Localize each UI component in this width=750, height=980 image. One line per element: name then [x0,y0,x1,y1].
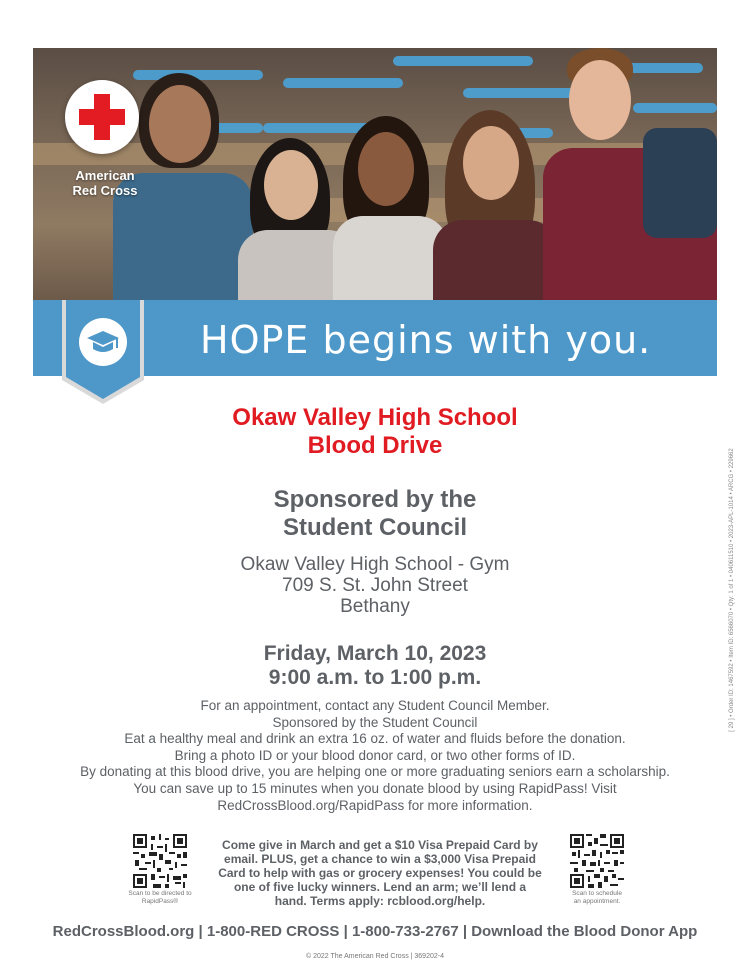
print-order-code: [ 29 ] • Order ID: 1467592 • Item ID: 6566070 • Qty: 1 of 1 • 040611510 • 2023-APL-1014 • ARCG • 229662 [729,448,735,732]
american-red-cross-logo [65,80,139,154]
qr-left-caption: Scan to be directed to RapidPass® [128,890,192,905]
event-title: Okaw Valley High School Blood Drive [232,404,518,459]
graduation-cap-icon [79,318,127,366]
copyright: © 2022 The American Red Cross | 369202-4 [306,953,444,960]
student-photo-5 [533,48,717,300]
qr-right-caption: Scan to schedule an appointment. [572,890,622,905]
student-photo-3 [333,116,448,300]
footer-contact: RedCrossBlood.org | 1-800-RED CROSS | 1-800-733-2767 | Download the Blood Donor App [52,923,698,940]
detail-line: Eat a healthy meal and drink an extra 16 oz. of water and fluids before the donation. [124,731,626,747]
detail-line: Bring a photo ID or your blood donor card, or two other forms of ID. [174,747,576,763]
logo-text: American Red Cross [72,168,138,198]
event-date-time: Friday, March 10, 2023 9:00 a.m. to 1:00 p.m. [263,642,487,689]
banner-slogan: HOPE begins with you. [200,318,652,362]
event-details [0,698,750,814]
detail-line: For an appointment, contact any Student Council Member. [200,698,550,713]
sponsor-heading: Sponsored by the Student Council [273,486,477,541]
detail-line: Sponsored by the Student Council [272,714,478,730]
detail-line: By donating at this blood drive, you are helping one or more graduating seniors earn a scholarship. [80,764,670,780]
schedule-qr-code[interactable] [570,834,624,888]
rapidpass-qr-code[interactable] [133,834,187,888]
event-location: Okaw Valley High School - Gym 709 S. St. John Street Bethany [240,554,510,617]
detail-line: You can save up to 15 minutes when you donate blood by using RapidPass! Visit [133,780,617,796]
ribbon-badge [62,300,144,404]
promo-text: Come give in March and get a $10 Visa Prepaid Card by email. PLUS, get a chance to win a $3,000 Visa Prepaid Card to help with gas or grocery expenses! You could be one of five lucky winners. Lend an arm; we’ll lend a hand. Terms apply: rcblood.org/help. [218,838,542,908]
detail-line: RedCrossBlood.org/RapidPass for more information. [217,797,533,813]
